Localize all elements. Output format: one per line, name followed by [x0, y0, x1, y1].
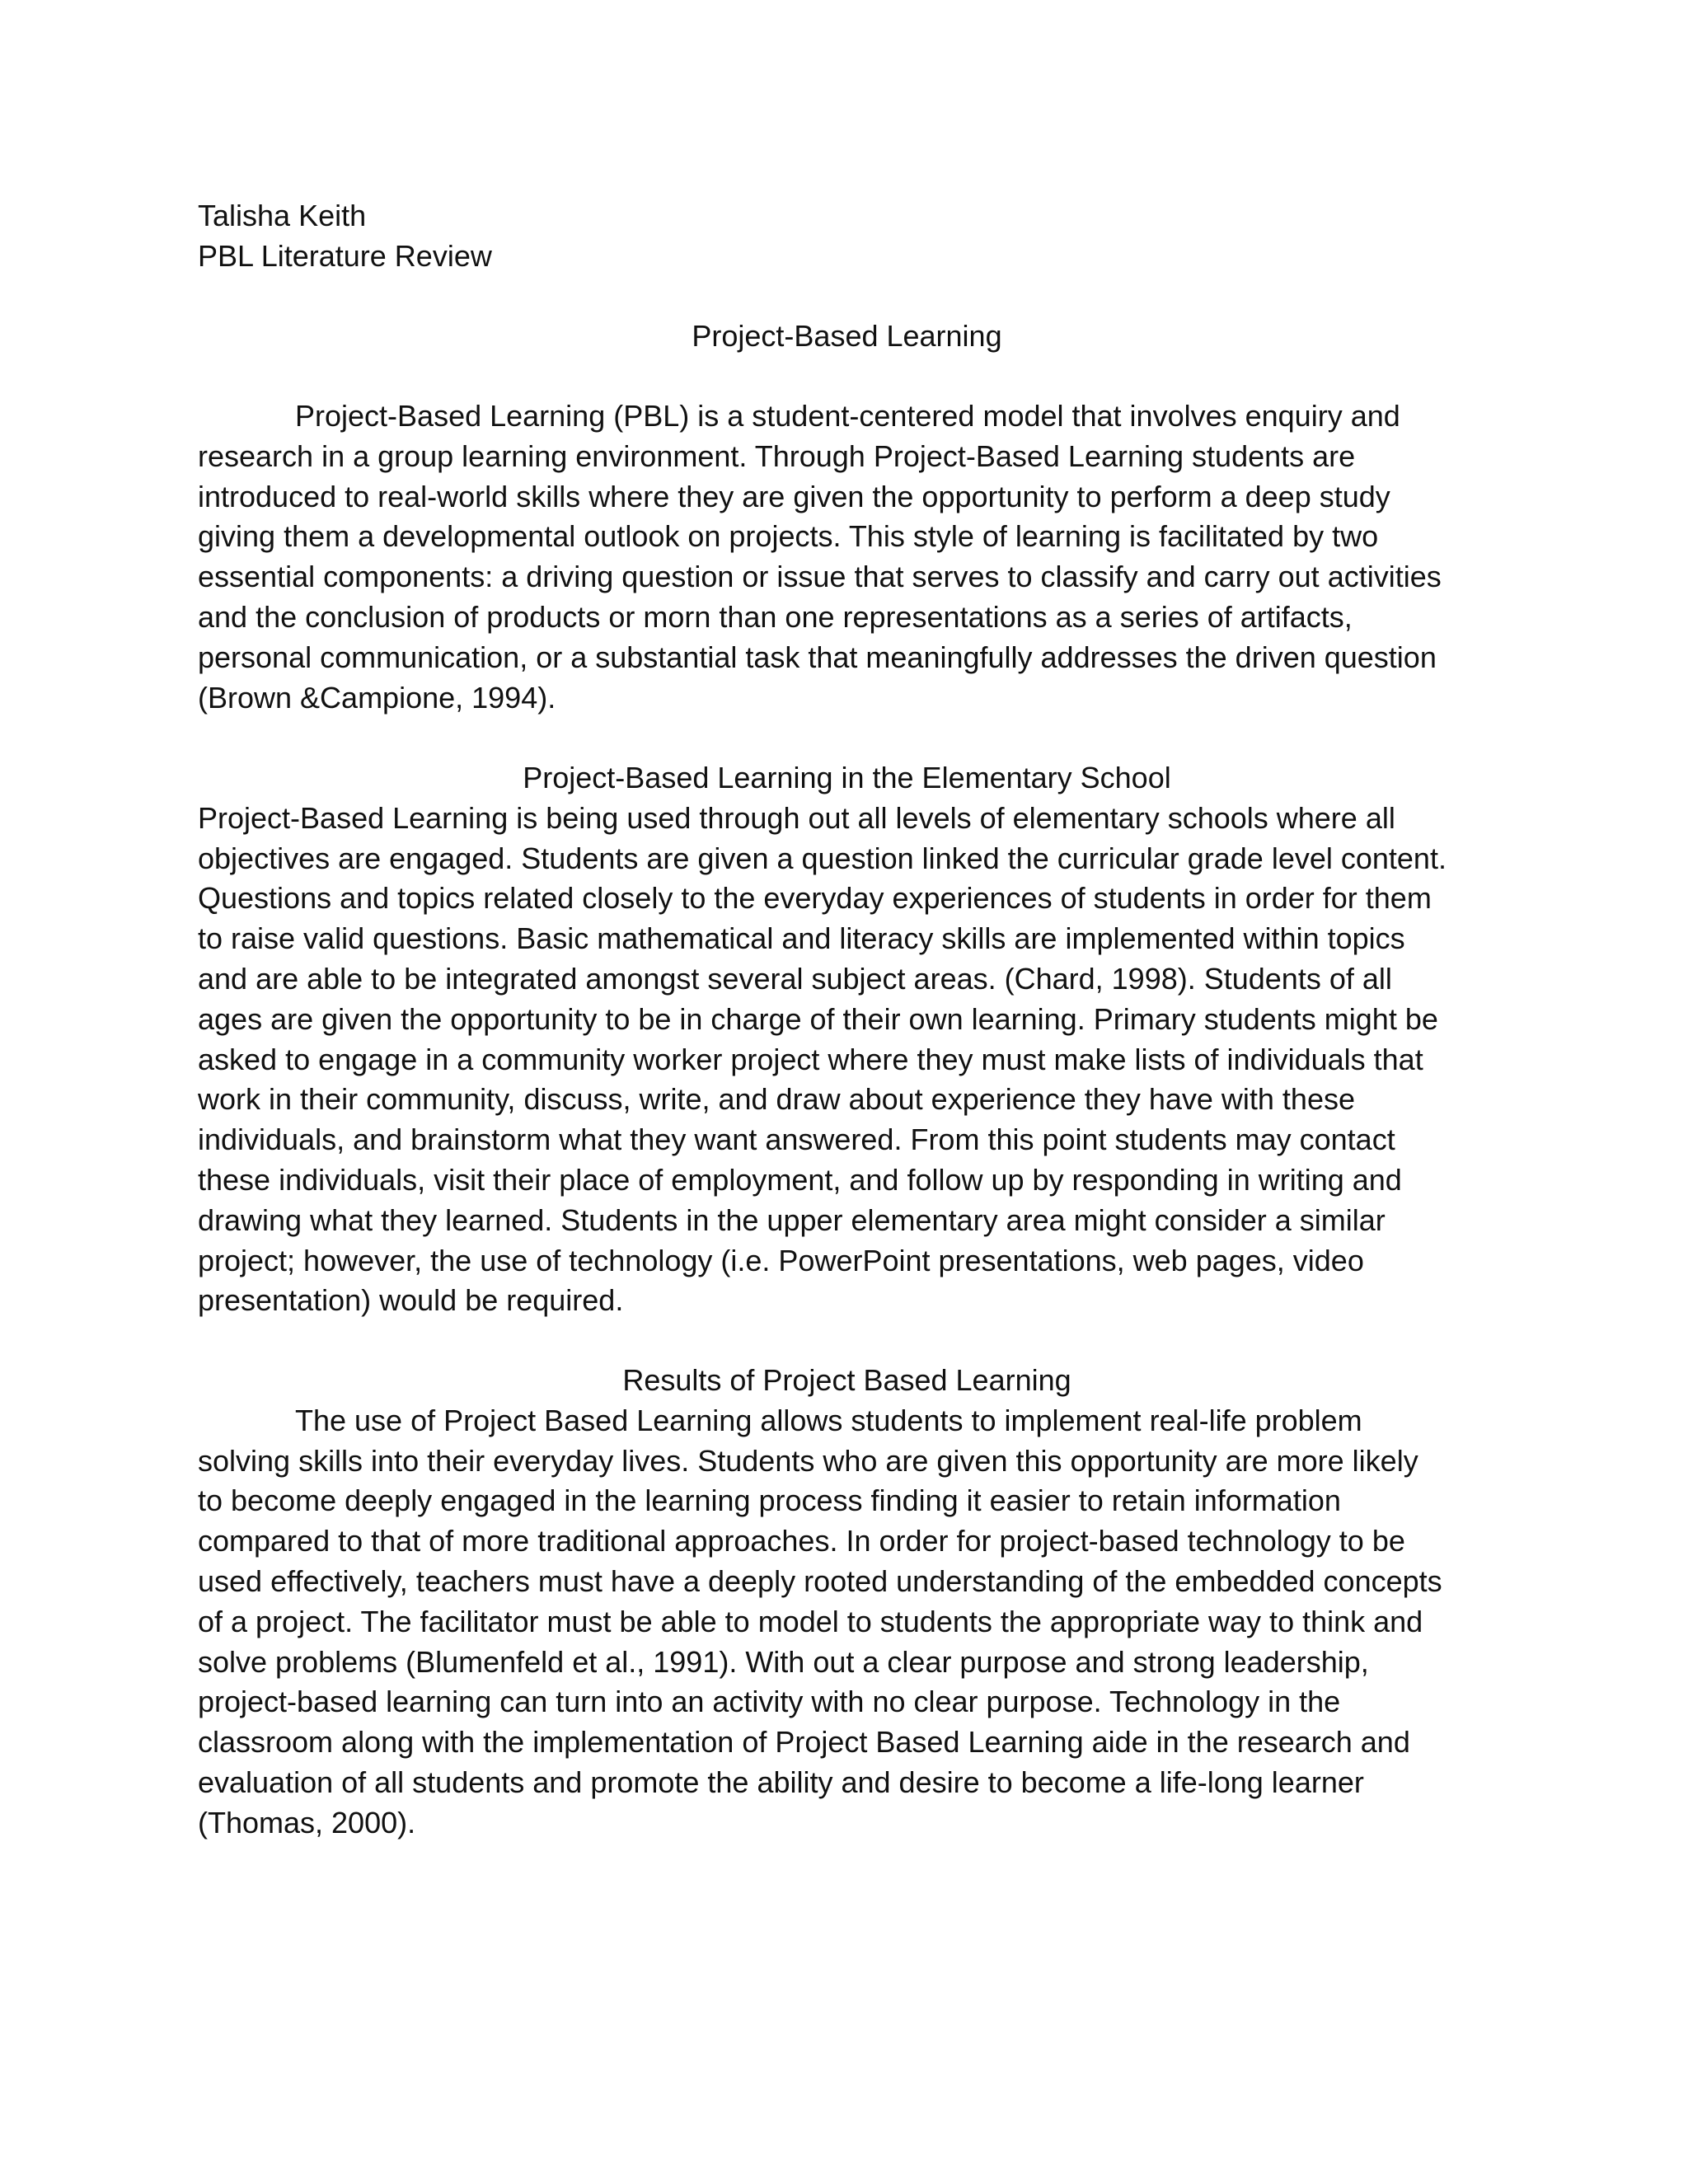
paragraph-line: solve problems (Blumenfeld et al., 1991). With out a clear purpose and strong leadership,	[198, 1644, 1369, 1679]
paragraph-line: project-based learning can turn into an activity with no clear purpose. Technology in the	[198, 1685, 1341, 1719]
paragraph-line: essential components: a driving question or issue that serves to classify and carry out activities	[198, 560, 1442, 594]
section-results	[198, 1361, 1496, 1844]
paragraph-line: and the conclusion of products or morn than one representations as a series of artifacts,	[198, 599, 1353, 634]
intro-paragraph	[198, 396, 1496, 718]
paragraph-line: Project-Based Learning (PBL) is a student-centered model that involves enquiry and	[295, 399, 1400, 433]
paragraph-line: compared to that of more traditional approaches. In order for project-based technology to be	[198, 1524, 1405, 1558]
paragraph-line: ages are given the opportunity to be in charge of their own learning. Primary students might be	[198, 1001, 1438, 1036]
header-block	[198, 196, 1496, 277]
paragraph-line: evaluation of all students and promote the ability and desire to become a life-long learner	[198, 1765, 1364, 1799]
paragraph-line: giving them a developmental outlook on projects. This style of learning is facilitated by two	[198, 519, 1379, 554]
paragraph-line: used effectively, teachers must have a deeply rooted understanding of the embedded concepts	[198, 1563, 1442, 1598]
paragraph-line: and are able to be integrated amongst several subject areas. (Chard, 1998). Students of all	[198, 961, 1392, 996]
page-title: Project-Based Learning	[692, 319, 1002, 353]
paragraph-line: The use of Project Based Learning allows students to implement real-life problem	[295, 1403, 1362, 1437]
paragraph-line: presentation) would be required.	[198, 1283, 624, 1318]
section-heading: Project-Based Learning in the Elementary School	[523, 761, 1171, 794]
paragraph-line: research in a group learning environment. Through Project-Based Learning students are	[198, 438, 1356, 473]
section-elementary	[198, 758, 1496, 1321]
paragraph-line: to raise valid questions. Basic mathematical and literacy skills are implemented within topics	[198, 921, 1405, 956]
paragraph-line: (Brown &Campione, 1994).	[198, 680, 556, 715]
paragraph-line: asked to engage in a community worker project where they must make lists of individuals that	[198, 1042, 1423, 1076]
paragraph-line: (Thomas, 2000).	[198, 1805, 416, 1840]
paragraph-line: classroom along with the implementation of Project Based Learning aide in the research and	[198, 1725, 1410, 1760]
paragraph-line: project; however, the use of technology (i.e. PowerPoint presentations, web pages, video	[198, 1243, 1364, 1277]
paragraph-line: personal communication, or a substantial task that meaningfully addresses the driven question	[198, 640, 1437, 674]
paragraph-line: Project-Based Learning is being used through out all levels of elementary schools where all	[198, 800, 1395, 835]
paragraph-line: these individuals, visit their place of employment, and follow up by responding in writing and	[198, 1162, 1402, 1197]
author-name: Talisha Keith	[198, 199, 367, 232]
paragraph-line: individuals, and brainstorm what they want answered. From this point students may contact	[198, 1122, 1395, 1157]
paragraph-line: of a project. The facilitator must be able to model to students the appropriate way to think and	[198, 1604, 1423, 1638]
paragraph-line: solving skills into their everyday lives. Students who are given this opportunity are more likely	[198, 1443, 1418, 1478]
section-heading: Results of Project Based Learning	[622, 1363, 1071, 1397]
paragraph-line: objectives are engaged. Students are given a question linked the curricular grade level content.	[198, 841, 1447, 875]
paragraph-line: drawing what they learned. Students in the upper elementary area might consider a similar	[198, 1202, 1386, 1237]
paragraph-line: introduced to real-world skills where they are given the opportunity to perform a deep study	[198, 479, 1390, 513]
paragraph-line: work in their community, discuss, write, and draw about experience they have with these	[198, 1082, 1355, 1117]
paragraph-line: to become deeply engaged in the learning process finding it easier to retain information	[198, 1483, 1341, 1518]
course-title: PBL Literature Review	[198, 238, 492, 273]
paragraph-line: Questions and topics related closely to the everyday experiences of students in order for them	[198, 881, 1432, 916]
